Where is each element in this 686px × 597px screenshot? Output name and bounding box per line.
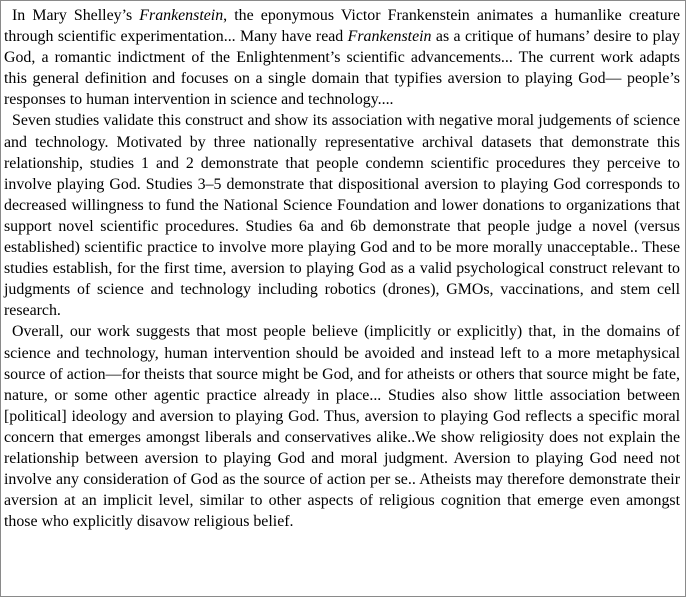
text-segment: Overall, our work suggests that most people believe (implicitly or explicitly) that, in the domains of science and technology, human intervention should be avoided and instead left to a more metaphysical source of action—for theists that source might be God, and for atheists or others that source might be fate, nature, or some other agentic practice already in place... Studies also show little association between [political] ideology and aversion to playing God. Thus, aversion to playing God reflects a specific moral concern that emerges amongst liberals and conservatives alike..We show religiosity does not explain the relationship between aversion to playing God and moral judgment. Aversion to playing God need not involve any consideration of God as the source of action per se.. Atheists may therefore demonstrate their aversion at an implicit level, similar to other aspects of religious cognition that emerge even amongst those who explicitly disavow religious belief.	[4, 323, 680, 531]
document-text	[4, 5, 680, 532]
book-title-italic: Frankenstein	[347, 28, 432, 46]
text-segment: Seven studies validate this construct and show its association with negative moral judgements of science and technology. Motivated by three nationally representative archival datasets that demonstrate this relationship, studies 1 and 2 demonstrate that people condemn scientific procedures they perceive to involve playing God. Studies 3–5 demonstrate that dispositional aversion to playing God corresponds to decreased willingness to fund the National Science Foundation and lower donations to organizations that support novel scientific procedures. Studies 6a and 6b demonstrate that people judge a novel (versus established) scientific practice to involve more playing God and to be more morally unacceptable.. These studies establish, for the first time, aversion to playing God as a valid psychological construct relevant to judgments of science and technology including robotics (drones), GMOs, vaccinations, and stem cell research.	[4, 112, 680, 320]
text-segment: as a critique of humans’ desire to play God, a romantic indictment of the Enlightenment’s scientific advancements... The current work adapts this general definition and focuses on a single domain that typifies aversion to playing God— people’s responses to human intervention in science and technology....	[4, 28, 680, 109]
text-segment: In Mary Shelley’s	[12, 7, 140, 24]
paragraph-studies	[4, 110, 680, 321]
paragraph-overall	[4, 321, 680, 532]
text-segment: , the eponymous Victor Frankenstein animates a humanlike creature through scientific experimentation... Many have read	[4, 7, 680, 46]
book-title-italic: Frankenstein	[139, 7, 224, 24]
paragraph-intro	[4, 5, 680, 110]
